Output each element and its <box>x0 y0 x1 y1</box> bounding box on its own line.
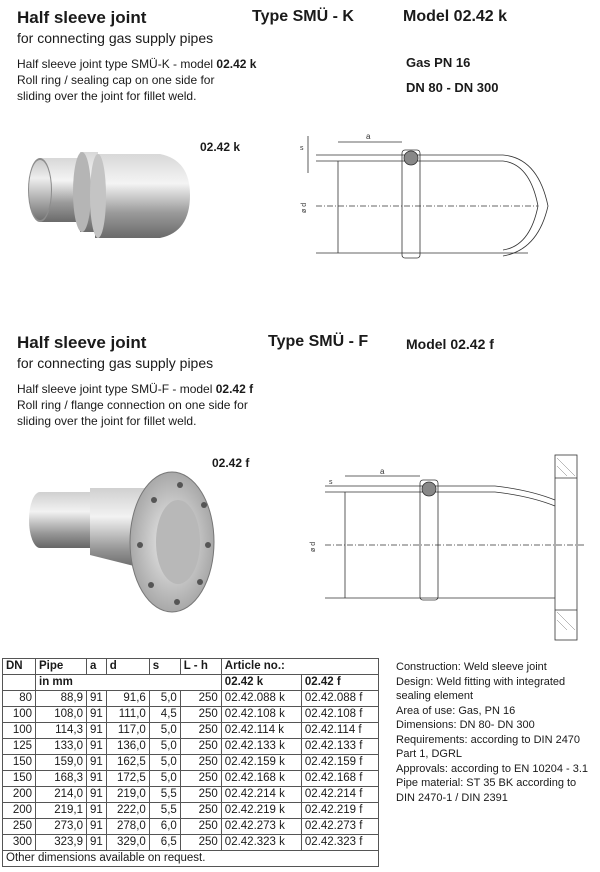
table-cell: 200 <box>3 803 36 819</box>
table-cell: 250 <box>180 771 221 787</box>
table-cell: 4,5 <box>149 707 180 723</box>
table-cell: 91 <box>87 723 107 739</box>
section-k-subtitle: for connecting gas supply pipes <box>17 30 214 46</box>
section-k-image-label: 02.42 k <box>200 140 241 154</box>
sleeve-f-render <box>20 470 220 620</box>
table-row <box>3 707 379 723</box>
note-line: sealing element <box>396 690 474 702</box>
col-article: Article no.: <box>221 659 378 675</box>
col-a: a <box>87 659 107 675</box>
sleeve-k-drawing <box>298 128 558 268</box>
table-cell: 250 <box>180 755 221 771</box>
table-cell: 91 <box>87 819 107 835</box>
table-cell: 172,5 <box>106 771 149 787</box>
table-header-row <box>3 659 379 675</box>
sleeve-f-drawing <box>305 450 595 645</box>
table-cell: 02.42.323 f <box>301 835 378 851</box>
section-k-desc-prefix: Half sleeve joint type SMÜ-K - model <box>17 57 217 71</box>
table-cell: 250 <box>180 691 221 707</box>
section-f-desc-line2: Roll ring / flange connection on one side for <box>17 398 248 412</box>
table-cell: 250 <box>180 803 221 819</box>
table-footer-row <box>3 851 379 867</box>
table-footer: Other dimensions available on request. <box>3 851 379 867</box>
table-cell: 02.42.133 k <box>221 739 301 755</box>
table-cell: 02.42.133 f <box>301 739 378 755</box>
table-cell: 91,6 <box>106 691 149 707</box>
col-lh: L - h <box>180 659 221 675</box>
section-k-description <box>17 56 297 104</box>
sleeve-k-render <box>20 140 195 250</box>
table-cell: 250 <box>180 819 221 835</box>
table-cell: 02.42.168 f <box>301 771 378 787</box>
section-k-model: Model 02.42 k <box>403 8 508 25</box>
table-cell: 02.42.273 k <box>221 819 301 835</box>
table-cell: 136,0 <box>106 739 149 755</box>
col-s: s <box>149 659 180 675</box>
table-row <box>3 819 379 835</box>
section-f-desc-bold: 02.42 f <box>215 382 254 396</box>
section-f-type: Type SMÜ - F <box>268 333 369 350</box>
table-cell: 02.42.088 f <box>301 691 378 707</box>
dim-a-f: a <box>380 467 385 476</box>
table-cell: 200 <box>3 787 36 803</box>
table-cell: 222,0 <box>106 803 149 819</box>
dim-a-k: a <box>366 132 371 141</box>
sub-article-f: 02.42 f <box>301 675 378 691</box>
table-cell: 02.42.219 f <box>301 803 378 819</box>
sub-article-k: 02.42 k <box>221 675 301 691</box>
table-cell: 02.42.323 k <box>221 835 301 851</box>
section-f-subtitle: for connecting gas supply pipes <box>17 355 214 371</box>
table-cell: 214,0 <box>36 787 87 803</box>
table-cell: 91 <box>87 739 107 755</box>
table-cell: 250 <box>180 787 221 803</box>
note-line: Design: Weld fitting with integrated <box>396 675 566 688</box>
table-cell: 250 <box>3 819 36 835</box>
table-cell: 80 <box>3 691 36 707</box>
table-row <box>3 739 379 755</box>
section-k-type: Type SMÜ - K <box>252 8 354 25</box>
table-cell: 5,5 <box>149 803 180 819</box>
table-cell: 159,0 <box>36 755 87 771</box>
table-cell: 6,5 <box>149 835 180 851</box>
table-cell: 150 <box>3 755 36 771</box>
dim-s-f: s <box>329 479 333 486</box>
section-k-spec-dn: DN 80 - DN 300 <box>406 80 499 95</box>
table-cell: 91 <box>87 691 107 707</box>
table-cell: 162,5 <box>106 755 149 771</box>
dim-d-k: ø d <box>301 202 308 213</box>
table-cell: 02.42.219 k <box>221 803 301 819</box>
table-cell: 250 <box>180 707 221 723</box>
note-line: Pipe material: ST 35 BK according to <box>396 777 577 789</box>
table-cell: 91 <box>87 771 107 787</box>
table-row <box>3 771 379 787</box>
table-row <box>3 787 379 803</box>
section-f-desc-prefix: Half sleeve joint type SMÜ-F - model <box>17 382 216 396</box>
col-pipe: Pipe <box>36 659 87 675</box>
section-k-desc-line3: sliding over the joint for fillet weld. <box>17 89 197 103</box>
table-cell: 91 <box>87 707 107 723</box>
table-cell: 117,0 <box>106 723 149 739</box>
spec-notes <box>396 660 596 805</box>
table-cell: 88,9 <box>36 691 87 707</box>
section-f-desc-line3: sliding over the joint for fillet weld. <box>17 414 197 428</box>
note-line: DIN 2470-1 / DIN 2391 <box>396 791 508 804</box>
table-row <box>3 835 379 851</box>
dim-d-f: ø d <box>310 541 317 552</box>
table-cell: 02.42.108 k <box>221 707 301 723</box>
sub-empty-dn <box>3 675 36 691</box>
table-cell: 91 <box>87 835 107 851</box>
article-table <box>2 658 379 867</box>
table-cell: 108,0 <box>36 707 87 723</box>
table-cell: 329,0 <box>106 835 149 851</box>
table-subheader-row <box>3 675 379 691</box>
table-cell: 6,0 <box>149 819 180 835</box>
table-cell: 5,0 <box>149 723 180 739</box>
table-cell: 133,0 <box>36 739 87 755</box>
table-cell: 5,0 <box>149 755 180 771</box>
table-cell: 219,1 <box>36 803 87 819</box>
table-cell: 219,0 <box>106 787 149 803</box>
col-d: d <box>106 659 149 675</box>
table-cell: 02.42.168 k <box>221 771 301 787</box>
table-cell: 91 <box>87 787 107 803</box>
table-cell: 273,0 <box>36 819 87 835</box>
section-f-image-label: 02.42 f <box>212 456 250 470</box>
table-cell: 114,3 <box>36 723 87 739</box>
table-cell: 02.42.159 f <box>301 755 378 771</box>
table-cell: 250 <box>180 835 221 851</box>
note-line: Construction: Weld sleeve joint <box>396 661 547 673</box>
table-cell: 300 <box>3 835 36 851</box>
table-cell: 250 <box>180 739 221 755</box>
table-cell: 5,0 <box>149 771 180 787</box>
note-line: Area of use: Gas, PN 16 <box>396 704 516 717</box>
table-row <box>3 803 379 819</box>
table-cell: 5,0 <box>149 739 180 755</box>
dim-s-k: s <box>300 145 304 152</box>
table-cell: 02.42.273 f <box>301 819 378 835</box>
table-cell: 5,5 <box>149 787 180 803</box>
col-dn: DN <box>3 659 36 675</box>
table-cell: 111,0 <box>106 707 149 723</box>
table-cell: 02.42.108 f <box>301 707 378 723</box>
table-cell: 91 <box>87 803 107 819</box>
sub-pipe-unit: in mm <box>36 675 222 691</box>
table-row <box>3 755 379 771</box>
table-row <box>3 691 379 707</box>
section-k-desc-line2: Roll ring / sealing cap on one side for <box>17 73 215 87</box>
table-cell: 278,0 <box>106 819 149 835</box>
table-cell: 02.42.114 f <box>301 723 378 739</box>
section-f-description <box>17 381 307 429</box>
note-line: Approvals: according to EN 10204 - 3.1 <box>396 762 589 775</box>
table-cell: 02.42.214 k <box>221 787 301 803</box>
table-cell: 323,9 <box>36 835 87 851</box>
table-cell: 100 <box>3 723 36 739</box>
section-f-title: Half sleeve joint <box>17 333 147 352</box>
table-row <box>3 723 379 739</box>
section-k-title: Half sleeve joint <box>17 8 147 27</box>
table-cell: 168,3 <box>36 771 87 787</box>
table-cell: 150 <box>3 771 36 787</box>
section-k-spec-gas: Gas PN 16 <box>406 55 471 70</box>
table-cell: 5,0 <box>149 691 180 707</box>
table-cell: 02.42.088 k <box>221 691 301 707</box>
table-cell: 02.42.114 k <box>221 723 301 739</box>
section-k-desc-bold: 02.42 k <box>216 57 257 71</box>
table-cell: 02.42.214 f <box>301 787 378 803</box>
table-cell: 125 <box>3 739 36 755</box>
table-cell: 100 <box>3 707 36 723</box>
table-cell: 250 <box>180 723 221 739</box>
table-cell: 02.42.159 k <box>221 755 301 771</box>
table-cell: 91 <box>87 755 107 771</box>
note-line: Part 1, DGRL <box>396 748 463 760</box>
section-f-model: Model 02.42 f <box>406 336 494 352</box>
note-line: Requirements: according to DIN 2470 <box>396 733 581 746</box>
note-line: Dimensions: DN 80- DN 300 <box>396 719 535 731</box>
